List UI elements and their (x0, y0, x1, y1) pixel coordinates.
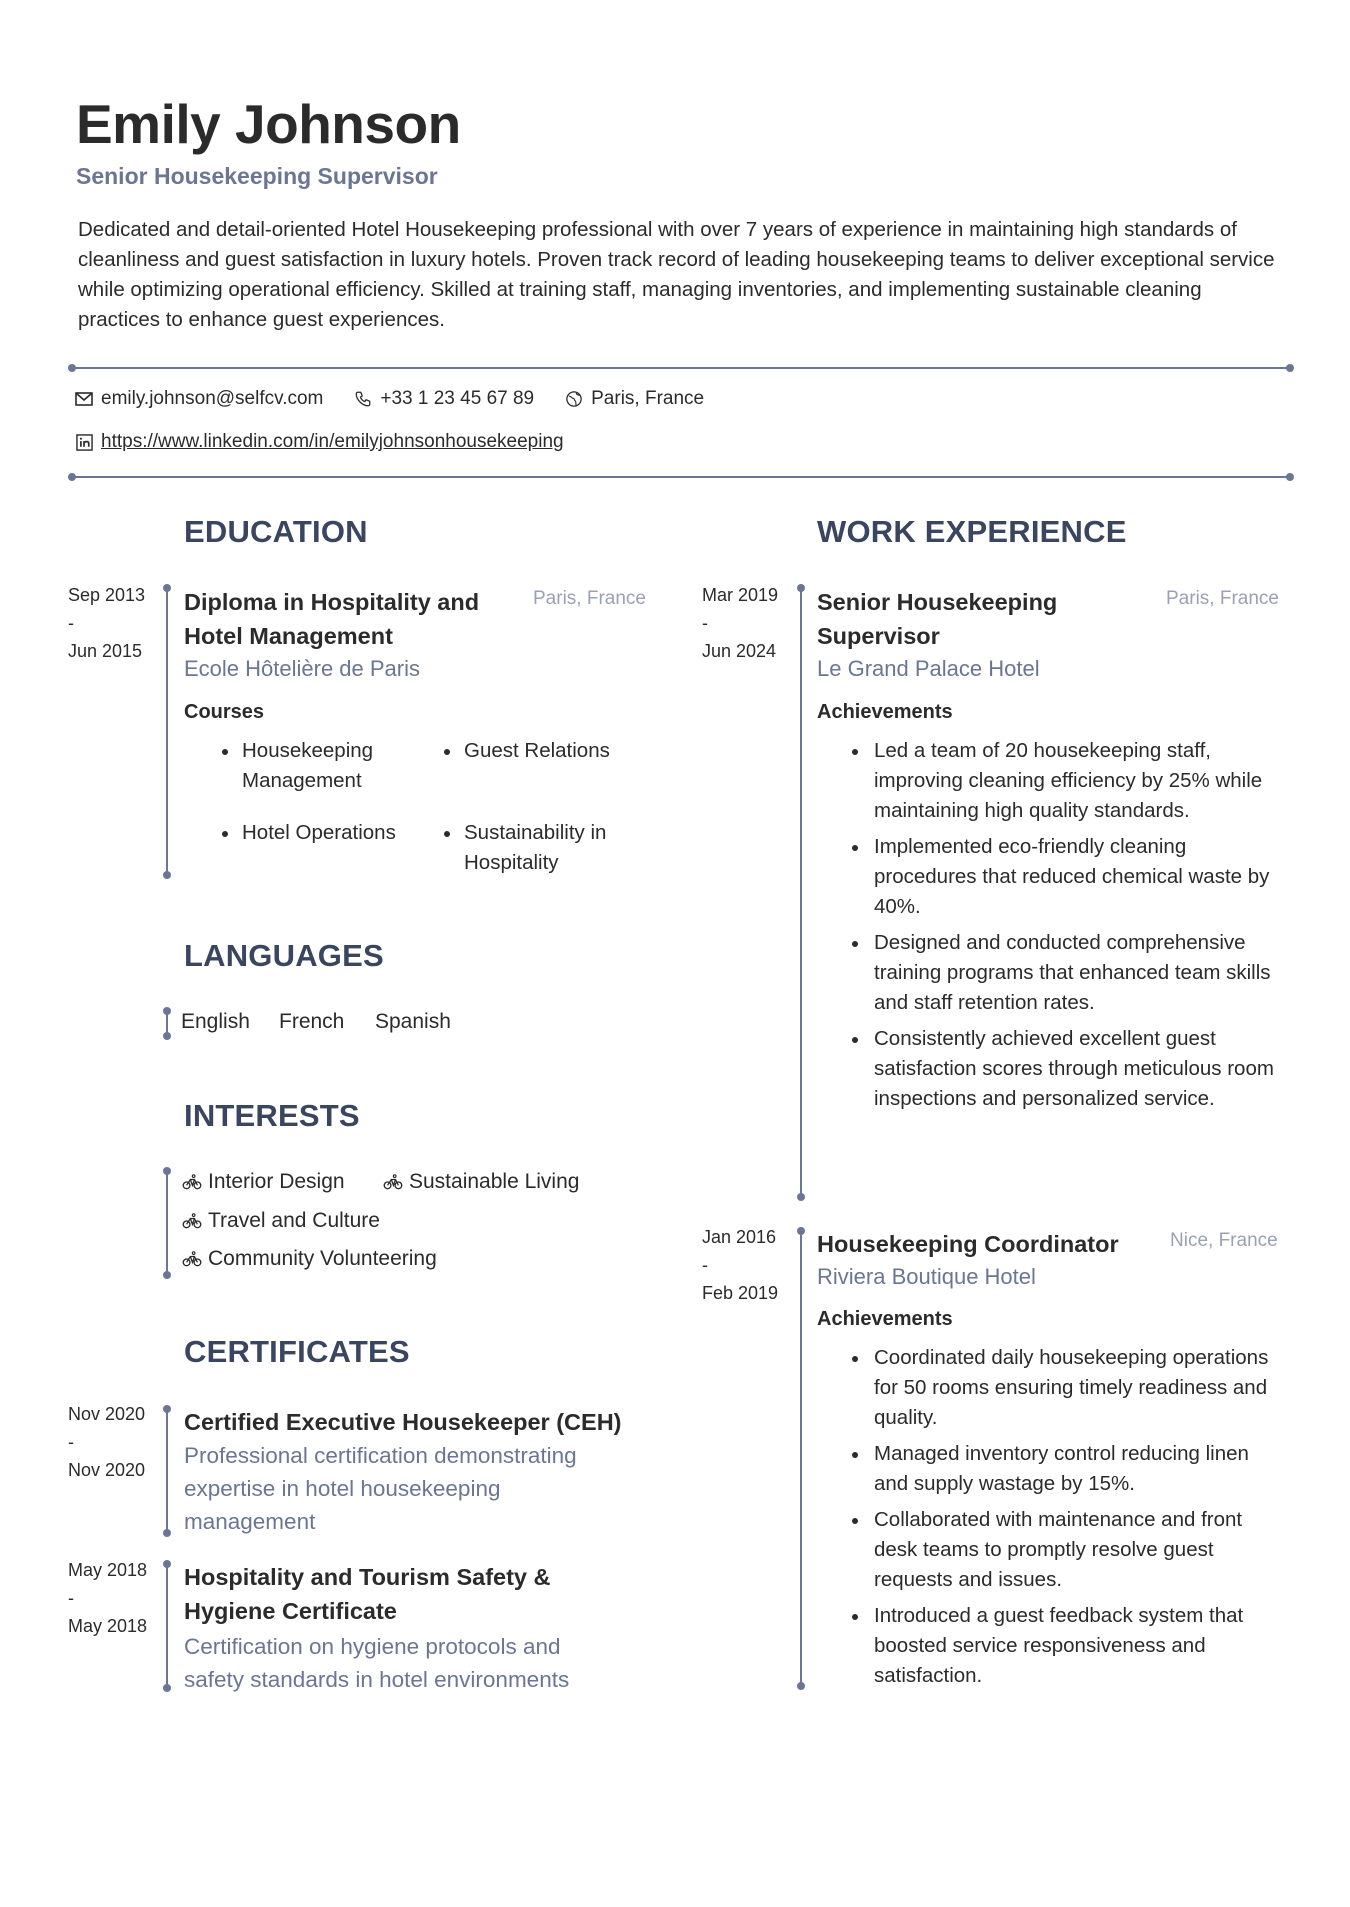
education-timeline (166, 587, 168, 876)
certificate-date-end: May 2018 (68, 1616, 148, 1636)
course-text-line1: Guest Relations (464, 739, 610, 762)
course-item (436, 736, 610, 766)
envelope-icon (74, 389, 94, 409)
achievement-item: Coordinated daily housekeeping operations for 50 rooms ensuring timely readiness and quality. (848, 1343, 1288, 1433)
language-item: Spanish (375, 1010, 451, 1033)
certificate-description-line1: Professional certification demonstrating (184, 1443, 577, 1468)
phone-icon (353, 389, 373, 409)
job-title-line1: Housekeeping Coordinator (817, 1231, 1119, 1257)
job-location: Nice, France (1170, 1230, 1278, 1251)
certificate-date-separator: - (68, 1588, 74, 1608)
certificates-heading: CERTIFICATES (184, 1334, 410, 1369)
linkedin-icon (74, 432, 94, 452)
candidate-title: Senior Housekeeping Supervisor (76, 163, 438, 189)
contact-phone[interactable] (353, 388, 534, 410)
course-text-line2: Management (242, 769, 362, 792)
education-date-start: Sep 2013 (68, 585, 146, 605)
job-date-separator: - (702, 1255, 708, 1275)
contact-row-1 (74, 388, 734, 410)
linkedin-link[interactable]: https://www.linkedin.com/in/emilyjohnsonhousekeeping (101, 431, 564, 452)
contact-email-text[interactable]: emily.johnson@selfcv.com (101, 388, 324, 409)
education-date-end: Jun 2015 (68, 641, 143, 661)
achievement-item: Implemented eco-friendly cleaning procedures that reduced chemical waste by 40%. (848, 832, 1288, 922)
job-location: Paris, France (1166, 588, 1279, 609)
job-title-line1: Senior Housekeeping (817, 589, 1058, 615)
education-location: Paris, France (533, 588, 646, 609)
interests-heading: INTERESTS (184, 1098, 360, 1133)
job-timeline (800, 1230, 802, 1687)
bicycle-icon (383, 1172, 403, 1192)
contact-row-2 (74, 431, 594, 453)
summary-paragraph: Dedicated and detail-oriented Hotel Housekeeping professional with over 7 years of experience in maintaining high standards of cleanliness and guest satisfaction in luxury hotels. Proven track record of leading housekeeping teams to deliver exceptional service while optimizing operational efficiency. Skilled at training staff, managing inventories, and implementing sustainable cleaning practices to enhance guest experiences. (78, 218, 1275, 331)
certificate-date-start: May 2018 (68, 1560, 148, 1580)
achievement-item: Introduced a guest feedback system that boosted service responsiveness and satisfaction. (848, 1601, 1288, 1691)
job-date-start: Mar 2019 (702, 585, 779, 605)
achievement-item: Designed and conducted comprehensive training programs that enhanced team skills and staff retention rates. (848, 928, 1288, 1018)
languages-heading: LANGUAGES (184, 938, 384, 973)
header-divider-bottom (71, 476, 1291, 478)
course-text-line1: Housekeeping (242, 739, 374, 762)
interest-label: Interior Design (208, 1170, 345, 1193)
job-date-end: Jun 2024 (702, 641, 777, 661)
certificate-date-start: Nov 2020 (68, 1404, 146, 1424)
certificate-timeline (166, 1563, 168, 1689)
achievement-item: Managed inventory control reducing linen and supply wastage by 15%. (848, 1439, 1288, 1499)
course-item (214, 818, 396, 848)
language-item: French (279, 1010, 345, 1033)
interest-label: Travel and Culture (208, 1209, 380, 1232)
education-date-separator: - (68, 613, 74, 633)
course-item (214, 736, 373, 796)
interest-label: Community Volunteering (208, 1247, 437, 1270)
education-degree-line1: Diploma in Hospitality and (184, 589, 480, 615)
contact-location-text: Paris, France (591, 388, 705, 409)
course-text-line1: Sustainability in (464, 821, 607, 844)
languages-timeline (166, 1010, 168, 1037)
bicycle-icon (182, 1249, 202, 1269)
certificate-description-line2: expertise in hotel housekeeping (184, 1476, 501, 1501)
certificate-description-line1: Certification on hygiene protocols and (184, 1634, 561, 1659)
certificate-description-line3: management (184, 1509, 316, 1534)
education-degree-line2: Hotel Management (184, 623, 393, 649)
contact-phone-text[interactable]: +33 1 23 45 67 89 (380, 388, 535, 409)
interest-label: Sustainable Living (409, 1170, 580, 1193)
bicycle-icon (182, 1211, 202, 1231)
job-title-line2: Supervisor (817, 623, 940, 649)
interest-item (182, 1209, 380, 1233)
courses-label: Courses (184, 701, 265, 723)
certificate-date-separator: - (68, 1432, 74, 1452)
certificate-title-line1: Certified Executive Housekeeper (CEH) (184, 1409, 622, 1435)
education-school: Ecole Hôtelière de Paris (184, 656, 421, 681)
contact-location (564, 388, 704, 410)
certificate-title-line1: Hospitality and Tourism Safety & (184, 1564, 551, 1590)
contact-email[interactable] (74, 388, 323, 410)
achievements-label: Achievements (817, 1308, 953, 1330)
job-timeline (800, 587, 802, 1198)
globe-icon (564, 389, 584, 409)
job-date-separator: - (702, 613, 708, 633)
course-item (436, 818, 606, 878)
contact-linkedin[interactable] (74, 431, 564, 453)
achievements-list (848, 1343, 1288, 1697)
achievements-label: Achievements (817, 701, 953, 723)
certificate-timeline (166, 1408, 168, 1534)
achievement-item: Led a team of 20 housekeeping staff, improving cleaning efficiency by 25% while maintaining high quality standards. (848, 736, 1288, 826)
certificate-date-end: Nov 2020 (68, 1460, 146, 1480)
work-experience-heading: WORK EXPERIENCE (817, 514, 1127, 549)
course-text-line2: Hospitality (464, 851, 559, 874)
interest-item (182, 1247, 437, 1271)
interests-timeline (166, 1170, 168, 1276)
achievement-item: Collaborated with maintenance and front desk teams to promptly resolve guest requests and issues. (848, 1505, 1288, 1595)
job-company: Le Grand Palace Hotel (817, 656, 1040, 681)
job-company: Riviera Boutique Hotel (817, 1264, 1036, 1289)
achievements-list (848, 736, 1288, 1120)
course-text-line1: Hotel Operations (242, 821, 396, 844)
interest-item (182, 1170, 345, 1194)
header-divider-top (71, 367, 1291, 369)
interest-item (383, 1170, 579, 1194)
job-date-start: Jan 2016 (702, 1227, 777, 1247)
bicycle-icon (182, 1172, 202, 1192)
certificate-description-line2: safety standards in hotel environments (184, 1667, 570, 1692)
achievement-item: Consistently achieved excellent guest satisfaction scores through meticulous room inspections and personalized service. (848, 1024, 1288, 1114)
education-heading: EDUCATION (184, 514, 368, 549)
certificate-title-line2: Hygiene Certificate (184, 1598, 397, 1624)
job-date-end: Feb 2019 (702, 1283, 779, 1303)
candidate-name: Emily Johnson (76, 93, 461, 155)
language-item: English (181, 1010, 250, 1033)
